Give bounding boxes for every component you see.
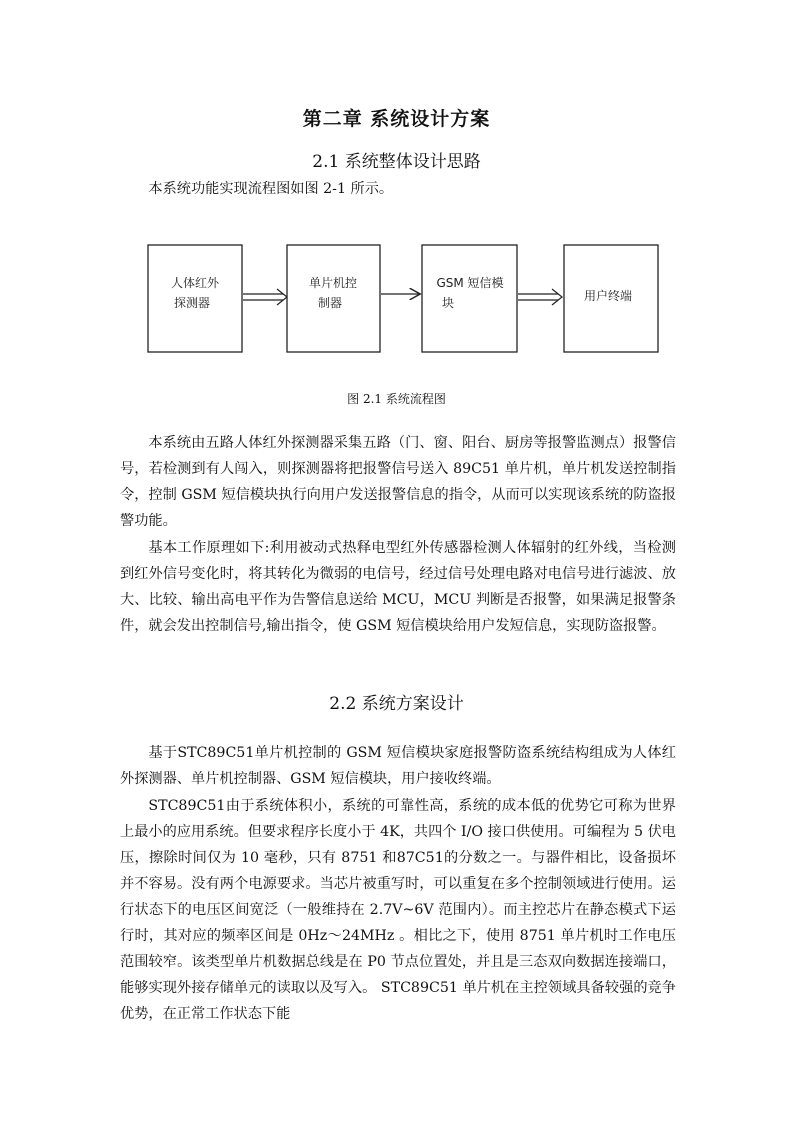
paragraph-system-overview: 本系统由五路人体红外探测器采集五路（门、窗、阳台、厨房等报警监测点）报警信号，若检测到有人闯入，则探测器将把报警信号送入 89C51 单片机，单片机发送控制指令，控制 GSM 短信模块执行向用户发送报警信息的指令，从而可以实现该系统的防盗报警功能。	[120, 435, 676, 529]
chapter-title: 第二章 系统设计方案	[302, 108, 491, 130]
box4-line1: 用户终端	[583, 289, 633, 303]
box3-line2: 块	[442, 296, 455, 310]
paragraph-working-principle: 基本工作原理如下:利用被动式热释电型红外传感器检测人体辐射的红外线，当检测到红外信号变化时，将其转化为微弱的电信号，经过信号处理电路对电信号进行滤波、放大、比较、输出高电平作为告警信息送给 MCU，MCU 判断是否报警，如果满足报警条件，就会发出控制信号,输出指令，使 GSM 短信模块给用户发短信息，实现防盗报警。	[120, 540, 676, 634]
arrow-3	[518, 289, 562, 305]
paragraph-system-structure: 基于STC89C51单片机控制的 GSM 短信模块家庭报警防盗系统结构组成为人体红外探测器、单片机控制器、GSM 短信模块，用户接收终端。	[120, 745, 676, 787]
paragraph-stc89c51: STC89C51由于系统体积小，系统的可靠性高，系统的成本低的优势它可称为世界上最小的应用系统。但要求程序长度小于 4K，共四个 I/O 接口供使用。可编程为 5 伏电压，擦除时间仅为 10 毫秒，只有 8751 和87C51的分数之一。与器件相比，设备损坏并不容易。没有两个电源要求。当芯片被重写时，可以重复在多个控制领域进行使用。运行状态下的电压区间宽泛（一般维持在 2.7V~6V 范围内）。而主控芯片在静态模式下运行时，其对应的频率区间是 0Hz～24MHz 。相比之下，使用 8751 单片机时工作电压范围较窄。该类型单片机数据总线是在 P0 节点位置处，并且是三态双向数据连接端口，能够实现外接存储单元的读取以及写入。 STC89C51 单片机在主控领域具备较强的竞争优势，在正常工作状态下能	[120, 798, 676, 1022]
box-gsm-module	[422, 245, 517, 352]
figure-caption: 图 2.1 系统流程图	[347, 392, 446, 406]
box3-line1: GSM 短信模	[436, 276, 504, 290]
intro-paragraph: 本系统功能实现流程图如图 2-1 所示。	[148, 181, 394, 197]
box2-line2: 制器	[317, 296, 343, 310]
arrow-1	[243, 289, 287, 305]
box1-line1: 人体红外	[170, 276, 220, 290]
section-title-2-1: 2.1 系统整体设计思路	[312, 152, 481, 172]
system-flow-diagram	[0, 230, 793, 370]
section-title-2-2: 2.2 系统方案设计	[329, 694, 464, 714]
box2-line1: 单片机控	[308, 276, 358, 290]
box1-line2: 探测器	[173, 296, 211, 310]
